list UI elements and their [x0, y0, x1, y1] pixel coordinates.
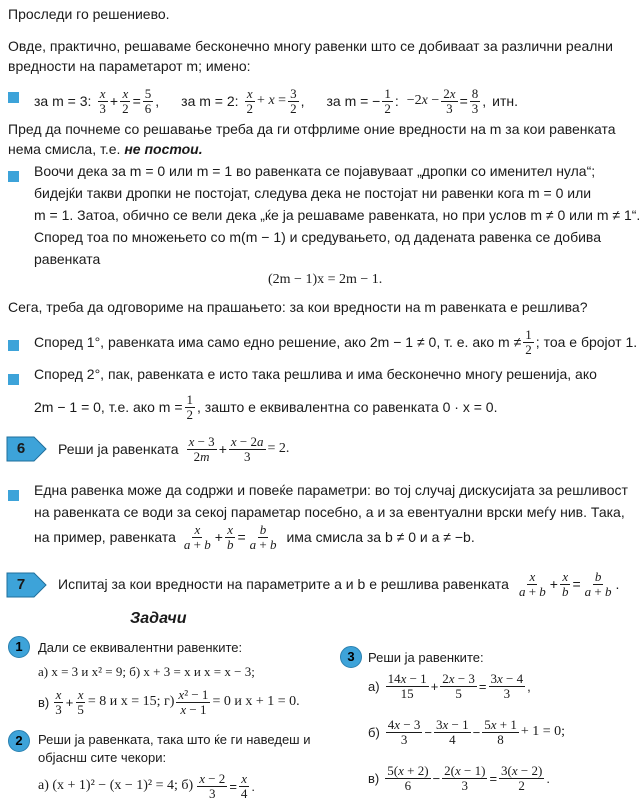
- para2-line1: Пред да почнеме со решавање треба да ги отфрлиме оние вредности на m за кои равенката: [8, 121, 616, 137]
- example-2-label: за m = 2:: [181, 93, 239, 109]
- note2-line1: Една равенка може да содржи и повеќе параметри: во тој случај дискусијата за решливост: [34, 482, 628, 498]
- example-line: за m = 3: $\frac{x}{3}$ + $\frac{x}{2}$ = $\frac{5}{6}$ , за m = 2: $\frac{x}{2}$ + x = $\frac{3}{2}$ , за m = − $\frac{1}{2}$ : −2x − $\frac{2x}{3}$ = $\frac{8}{3}$ , итн.: [34, 85, 518, 116]
- task-7-number: 7: [16, 576, 26, 593]
- problem-3-number: 3: [340, 646, 362, 668]
- note2-line3: на пример, равенката $\frac{x}{a + b}$ + $\frac{x}{b}$ = $\frac{b}{a + b}$ има смисла за b ≠ 0 и a ≠ −b.: [34, 521, 475, 552]
- bullet-square-icon: [8, 370, 19, 386]
- note1-line5: равенката: [34, 251, 101, 267]
- problem-3-v: в) $\frac{5(x + 2)}{6}$ − $\frac{2(x - 1)}{3}$ = $\frac{3(x - 2)}{2}$ .: [368, 762, 550, 793]
- problem-3-a: а) $\frac{14x - 1}{15}$ + $\frac{2x - 3}{5}$ = $\frac{3x - 4}{3}$ ,: [368, 670, 531, 701]
- case2-line1: Според 2°, пак, равенката е исто така решлива и има бесконечно многу решенија, ако: [34, 366, 597, 382]
- problem-1-number: 1: [8, 636, 30, 658]
- question-text: Сега, треба да одговориме на прашањето: за кои вредности на m равенката е решлива?: [8, 299, 588, 315]
- note1-line2: бидејќи такви дропки не постојат, следува дека не постојат ни равенки кога m = 0 или: [34, 185, 592, 201]
- example-1-label: за m = 3:: [34, 93, 92, 109]
- section-title-tasks: Задачи: [130, 610, 187, 627]
- main-equation: (2m − 1)x = 2m − 1.: [268, 272, 383, 287]
- note2-line2: на равенката се води за секој параметар посебно, а и за евентуални врски меѓу нив. Така,: [34, 504, 625, 520]
- task-6-number: 6: [16, 440, 26, 457]
- para2-line2: нема смисла, т.е. не постои.: [8, 141, 203, 157]
- bullet-square-icon: [8, 336, 19, 352]
- problem-2-line1: Реши ја равенката, така што ќе ги наведеш и: [38, 732, 311, 747]
- problem-1-text: Дали се еквивалентни равенките:: [38, 640, 243, 655]
- example-etc: итн.: [492, 93, 518, 109]
- intro-text: Проследи го решениево.: [8, 6, 170, 22]
- problem-1-a: а) x = 3 и x² = 9; б) x + 3 = x и x = x − 3;: [38, 664, 255, 679]
- problem-2-line2: објаснш сите чекори:: [38, 750, 167, 765]
- case1-line: Според 1°, равенката има само едно решение, ако 2m − 1 ≠ 0, т. е. ако m ≠ $\frac{1}{2}$ ; тоа е бројот 1.: [34, 326, 638, 357]
- problem-2-number: 2: [8, 730, 30, 752]
- task-7-line: Испитај за кои вредности на параметрите a и b е решлива равенката $\frac{x}{a + b}$ + $\frac{x}{b}$ = $\frac{b}{a + b}$ .: [58, 568, 620, 599]
- problem-2-a: а) (x + 1)² − (x − 1)² = 4; б) $\frac{x - 2}{3}$ = $\frac{x}{4}$ .: [38, 770, 256, 801]
- para1-line2: вредности на параметарот m; имено:: [8, 58, 251, 74]
- problem-3-text: Реши ја равенките:: [368, 650, 484, 665]
- note1-line3: m = 1. Затоа, обично се вели дека „ќе ја решаваме равенката, но при услов m ≠ 0 или m ≠ 1“.: [34, 207, 640, 223]
- example-3-label: за m = −: [326, 93, 381, 109]
- emphasis-not-exists: не постои.: [124, 141, 203, 157]
- task-6-line: Реши ја равенката $\frac{x - 3}{2m}$ + $\frac{x - 2a}{3}$ = 2.: [58, 433, 290, 464]
- problem-1-v: в) $\frac{x}{3}$ + $\frac{x}{5}$ = 8 и x = 15; г) $\frac{\text{x² − 1}}{x - 1}$ = 0 и x + 1 = 0.: [38, 686, 300, 717]
- bullet-square-icon: [8, 486, 19, 502]
- para1-line1: Овде, практично, решаваме бесконечно многу равенки што се добиваат за различни реални: [8, 38, 613, 54]
- problem-3-b: б) $\frac{4x - 3}{3}$ − $\frac{3x - 1}{4}$ − $\frac{5x + 1}{8}$ + 1 = 0;: [368, 716, 566, 747]
- note1-line1: Воочи дека за m = 0 или m = 1 во равенката се појавуваат „дропки со именител нула“;: [34, 163, 596, 179]
- note1-line4: Според тоа по множењето со m(m − 1) и средувањето, од дадената равенка се добива: [34, 229, 601, 245]
- bullet-square-icon: [8, 167, 19, 183]
- case2-line2: 2m − 1 = 0, т.е. ако m = $\frac{1}{2}$ , зашто е еквивалентна со равенката 0 · x = 0.: [34, 391, 498, 422]
- bullet-square-icon: [8, 88, 19, 104]
